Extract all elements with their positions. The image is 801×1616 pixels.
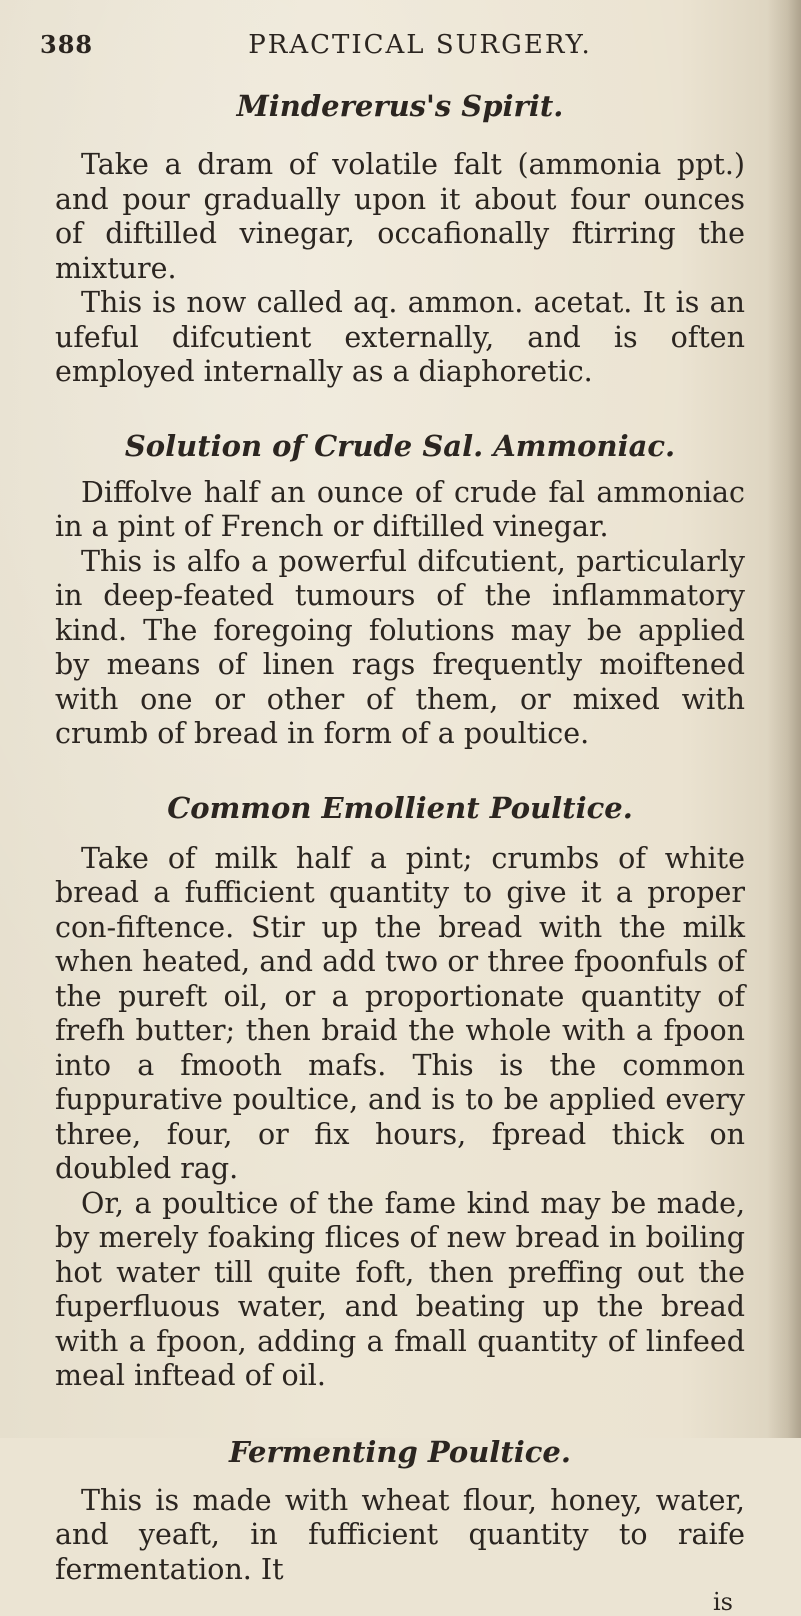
paragraph: Diffolve half an ounce of crude fal ammoniac in a pint of French or diftilled vinegar. [55, 475, 745, 543]
paragraph: Take a dram of volatile falt (ammonia ppt.) and pour gradually upon it about four ounces of diftilled vinegar, occafionally ftirring the mixture. [55, 148, 745, 285]
page-body [55, 86, 745, 1615]
section-heading-sal-ammoniac: Solution of Crude Sal. Ammoniac. [124, 428, 676, 463]
paragraph: This is now called aq. ammon. acetat. It is an ufeful difcutient externally, and is often employed internally as a diaphoretic. [55, 286, 745, 388]
paragraph: Or, a poultice of the fame kind may be made, by merely foaking flices of new bread in boiling hot water till quite foft, then preffing out the fuperfluous water, and beating up the bread with a fpoon, adding a fmall quantity of linfeed meal inftead of oil. [55, 1186, 745, 1392]
page-header [40, 30, 740, 70]
section-heading-emollient-poultice: Common Emollient Poultice. [167, 790, 633, 825]
catchword: is [713, 1588, 733, 1616]
running-title: PRACTICAL SURGERY. [248, 30, 592, 60]
paragraph: Take of milk half a pint; crumbs of white bread a fufficient quantity to give it a proper con-fiftence. Stir up the bread with the milk when heated, and add two or three fpoonfuls of the pureft oil, or a proportionate quantity of frefh butter; then braid the whole with a fpoon into a fmooth mafs. This is the common fuppurative poultice, and is to be applied every three, four, or fix hours, fpread thick on doubled rag. [55, 841, 745, 1185]
paragraph: This is made with wheat flour, honey, water, and yeaft, in fufficient quantity to raife fermentation. It [55, 1483, 745, 1586]
page-edge-shadow [767, 0, 801, 1438]
paragraph: This is alfo a powerful difcutient, particularly in deep-feated tumours of the inflammatory kind. The foregoing folutions may be applied by means of linen rags frequently moiftened with one or other of them, or mixed with crumb of bread in form of a poultice. [55, 544, 745, 750]
section-heading-mindererus: Mindererus's Spirit. [236, 89, 564, 123]
page-number: 388 [40, 30, 94, 59]
section-heading-fermenting-poultice: Fermenting Poultice. [229, 1434, 571, 1469]
